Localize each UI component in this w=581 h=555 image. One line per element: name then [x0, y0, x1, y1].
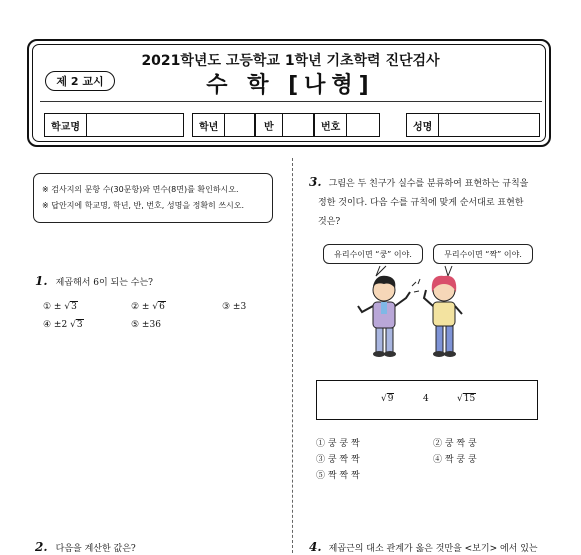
question-4 [309, 536, 559, 555]
column-divider [292, 158, 293, 553]
q3-value-1 [381, 394, 394, 404]
question-1-text: 제곱해서 6이 되는 수는? [55, 278, 154, 288]
notice-box [33, 173, 273, 223]
q3-value-2: 4 [423, 394, 429, 404]
grade-field[interactable] [192, 113, 256, 137]
question-2 [35, 536, 136, 555]
bubble-tail-left [376, 266, 386, 276]
q3-choice-1[interactable]: ① 쿵 쿵 짝 [316, 439, 360, 449]
q1-choice-2[interactable] [131, 302, 166, 312]
school-field[interactable] [44, 113, 184, 137]
q3-choice-2[interactable]: ② 쿵 짝 쿵 [433, 439, 477, 449]
sqrt-symbol: √3 [64, 302, 77, 312]
q1-choice-2-radicand: 6 [159, 302, 165, 312]
motion-marks [412, 279, 420, 292]
number-field[interactable] [314, 113, 380, 137]
question-2-number: 2. [35, 540, 48, 554]
q3-choice-5[interactable]: ⑤ 짝 짝 짝 [316, 471, 360, 481]
q1-choice-1[interactable] [43, 302, 78, 312]
q1-choice-5[interactable]: ⑤ ±36 [131, 320, 161, 330]
class-label: 반 [255, 114, 283, 136]
girl-figure [424, 276, 462, 357]
question-4-text: 제곱근의 대소 관계가 옳은 것만을 <보기> 에서 있는 [328, 544, 538, 554]
notice-line-1: ※ 검사지의 문항 수(30문항)와 면수(8면)를 확인하시오. [42, 185, 239, 194]
q3-value-1-radicand: 9 [387, 394, 394, 404]
question-1 [35, 270, 153, 289]
q1-choice-4-radicand: 3 [76, 320, 83, 330]
school-label: 학교명 [45, 114, 87, 136]
bubble-tail-right [445, 266, 452, 276]
boy-figure [358, 276, 410, 357]
question-3-number: 3. [309, 175, 322, 189]
q1-choice-1-prefix: ① ± [43, 302, 62, 312]
two-students-illustration [340, 262, 490, 362]
q1-choice-4[interactable] [43, 320, 84, 330]
q3-value-3 [457, 394, 476, 404]
sqrt-symbol: √15 [457, 394, 476, 404]
q3-value-3-radicand: 15 [463, 394, 476, 404]
speech-bubble-right: 무리수이면 “짝” 이야. [433, 244, 533, 264]
sqrt-symbol: √6 [152, 302, 165, 312]
question-4-number: 4. [309, 540, 322, 554]
notice-line-2: ※ 답안지에 학교명, 학년, 반, 번호, 성명을 정확히 쓰시오. [42, 201, 245, 210]
class-field[interactable] [254, 113, 314, 137]
grade-label: 학년 [193, 114, 225, 136]
sqrt-symbol: √3 [70, 320, 83, 330]
number-label: 번호 [315, 114, 347, 136]
question-3-text-line-3: 것은? [318, 217, 341, 227]
session-badge: 제 2 교시 [45, 71, 115, 91]
q3-choice-3[interactable]: ③ 쿵 짝 짝 [316, 455, 360, 465]
question-3 [309, 171, 554, 232]
q3-choice-4[interactable]: ④ 짝 쿵 쿵 [433, 455, 477, 465]
q1-choice-4-prefix: ④ ±2 [43, 320, 68, 330]
header-divider [40, 101, 542, 102]
q1-choice-3[interactable]: ③ ±3 [222, 302, 247, 312]
sqrt-symbol: √9 [381, 394, 394, 404]
q1-choice-2-prefix: ② ± [131, 302, 150, 312]
question-3-text-line-2: 정한 것이다. 다음 수를 규칙에 맞게 순서대로 표현한 [318, 198, 524, 208]
question-1-number: 1. [35, 274, 48, 288]
name-label: 성명 [407, 114, 439, 136]
question-2-text: 다음을 계산한 값은? [55, 544, 136, 554]
name-field[interactable] [406, 113, 540, 137]
q1-choice-1-radicand: 3 [71, 302, 77, 312]
speech-bubble-left: 유리수이면 “쿵” 이야. [323, 244, 423, 264]
exam-title: 2021학년도 고등학교 1학년 기초학력 진단검사 [141, 53, 440, 69]
subject-title: 수 학 [나형] [206, 73, 375, 98]
question-3-text-line-1: 그림은 두 친구가 실수를 분류하여 표현하는 규칙을 [328, 179, 529, 189]
